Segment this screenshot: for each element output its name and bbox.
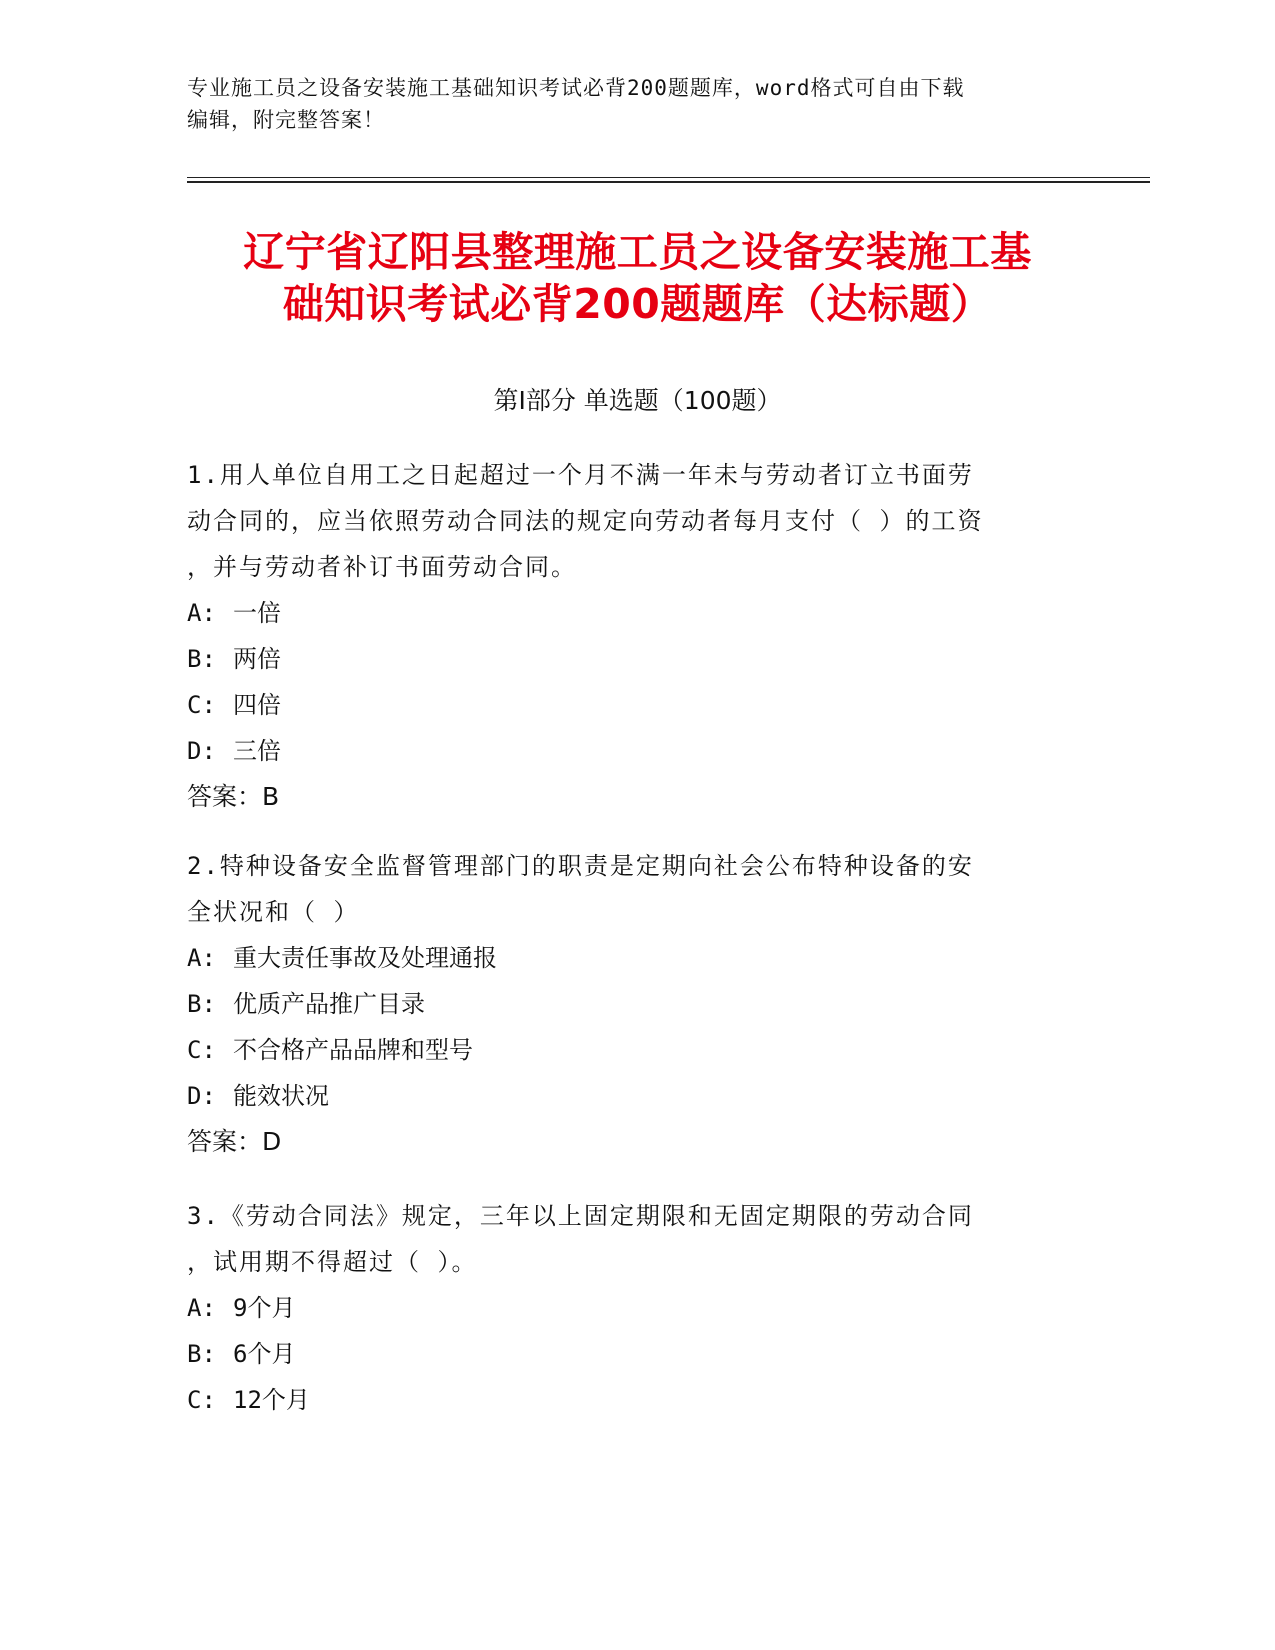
option-d [187, 728, 1087, 774]
header-note-line-2: 编辑，附完整答案！ [187, 108, 385, 132]
question-text-line: 2.特种设备安全监督管理部门的职责是定期向社会公布特种设备的安 [187, 852, 974, 880]
answer-label: 答案：B [187, 782, 280, 811]
option-c [187, 1027, 1087, 1073]
header-note [187, 72, 1067, 136]
question-text-line: 全状况和（ ） [187, 898, 360, 926]
option-letter: A: [187, 944, 216, 972]
option-letter: C: [187, 691, 216, 719]
option-text: 一倍 [233, 599, 281, 627]
option-text: 重大责任事故及处理通报 [233, 944, 497, 972]
header-note-line-1: 专业施工员之设备安装施工基础知识考试必背200题题库，word格式可自由下载 [187, 76, 965, 100]
header-divider-thick [187, 181, 1150, 183]
option-letter: D: [187, 737, 216, 765]
question-text-line: ，试用期不得超过（ ）。 [187, 1248, 478, 1276]
option-b [187, 981, 1087, 1027]
option-text: 能效状况 [233, 1082, 329, 1110]
option-letter: A: [187, 1294, 216, 1322]
option-a [187, 1285, 1087, 1331]
option-text: 不合格产品品牌和型号 [233, 1036, 473, 1064]
option-letter: C: [187, 1036, 216, 1064]
document-title-line-1: 辽宁省辽阳县整理施工员之设备安装施工基 [243, 228, 1032, 276]
option-text: 12个月 [233, 1386, 310, 1414]
option-letter: B: [187, 645, 216, 673]
option-text: 三倍 [233, 737, 281, 765]
option-text: 优质产品推广目录 [233, 990, 425, 1018]
option-text: 四倍 [233, 691, 281, 719]
option-a [187, 590, 1087, 636]
question-3 [187, 1193, 1087, 1423]
option-b [187, 1331, 1087, 1377]
option-text: 6个月 [233, 1340, 296, 1368]
option-text: 两倍 [233, 645, 281, 673]
document-title [150, 226, 1125, 330]
section-heading: 第Ⅰ部分 单选题（100题） [493, 386, 782, 415]
document-title-line-2: 础知识考试必背200题题库（达标题） [282, 280, 993, 328]
answer-label: 答案：D [187, 1127, 282, 1156]
question-text-line: 动合同的，应当依照劳动合同法的规定向劳动者每月支付（ ）的工资 [187, 507, 984, 535]
question-text-line: 1.用人单位自用工之日起超过一个月不满一年未与劳动者订立书面劳 [187, 461, 974, 489]
option-d [187, 1073, 1087, 1119]
option-c [187, 682, 1087, 728]
option-c [187, 1377, 1087, 1423]
question-text-line: 3.《劳动合同法》规定，三年以上固定期限和无固定期限的劳动合同 [187, 1202, 974, 1230]
option-letter: B: [187, 1340, 216, 1368]
header-divider-thin [187, 177, 1150, 178]
option-a [187, 935, 1087, 981]
question-text-line: ，并与劳动者补订书面劳动合同。 [187, 553, 577, 581]
option-letter: D: [187, 1082, 216, 1110]
question-1 [187, 452, 1087, 820]
option-text: 9个月 [233, 1294, 296, 1322]
option-letter: A: [187, 599, 216, 627]
question-2 [187, 843, 1087, 1165]
option-letter: B: [187, 990, 216, 1018]
option-b [187, 636, 1087, 682]
option-letter: C: [187, 1386, 216, 1414]
